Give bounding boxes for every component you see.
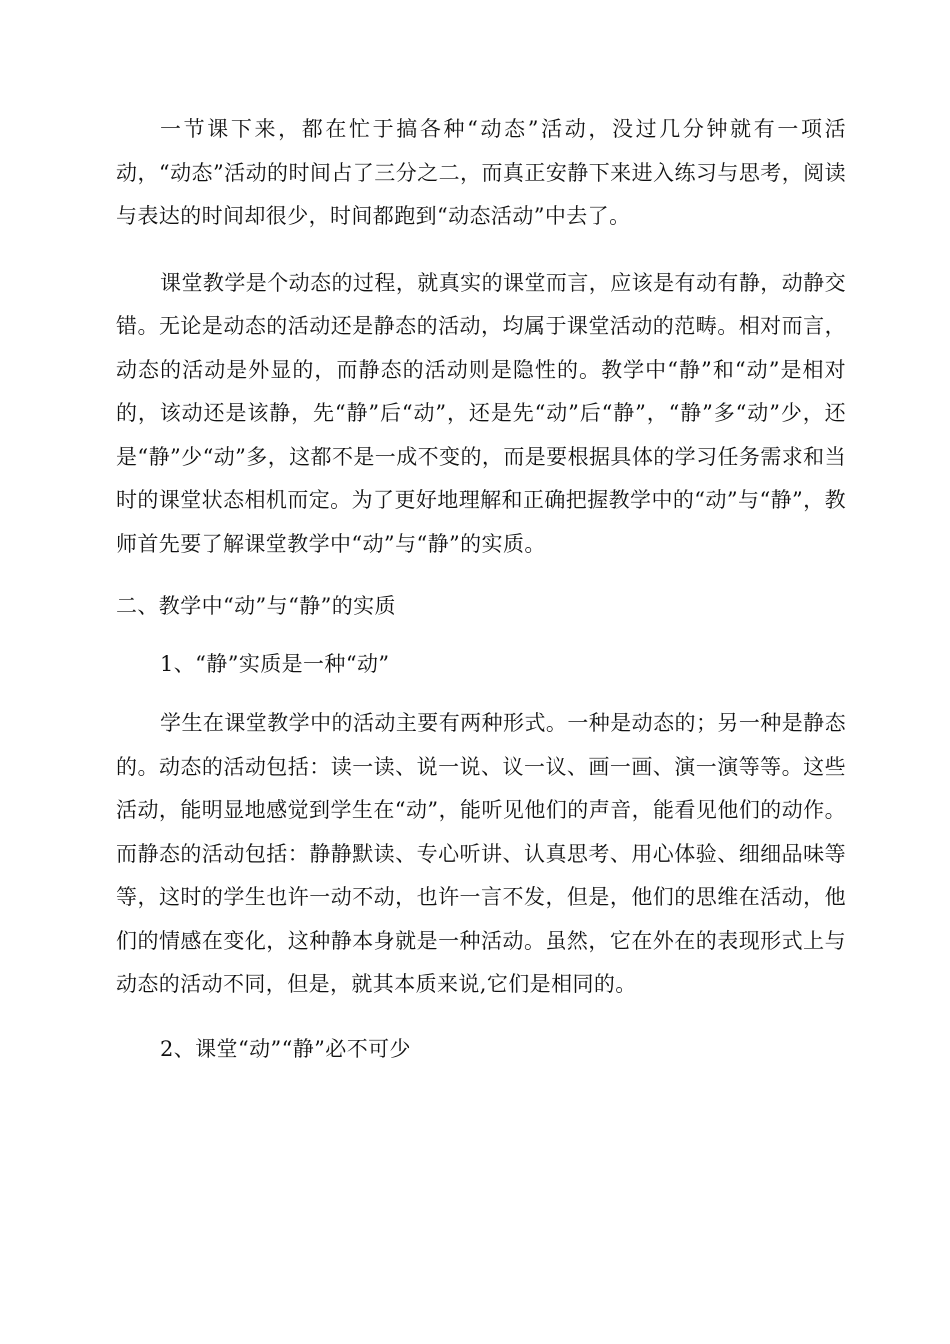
paragraph-3: 学生在课堂教学中的活动主要有两种形式。一种是动态的；另一种是静态的。动态的活动包括：读一读、说一说、议一议、画一画、演一演等等。这些活动，能明显地感觉到学生在“动”，能听见他们的声音，能看见他们的动作。而静态的活动包括：静静默读、专心听讲、认真思考、用心体验、细细品味等等，这时的学生也许一动不动，也许一言不发，但是，他们的思维在活动，他们的情感在变化，这种静本身就是一种活动。虽然，它在外在的表现形式上与动态的活动不同，但是，就其本质来说,它们是相同的。 <box>116 711 846 996</box>
paragraph-1: 一节课下来，都在忙于搞各种“动态”活动，没过几分钟就有一项活动，“动态”活动的时间占了三分之二，而真正安静下来进入练习与思考，阅读与表达的时间却很少，时间都跑到“动态活动”中去了。 <box>116 117 846 228</box>
paragraph-2: 课堂教学是个动态的过程，就真实的课堂而言，应该是有动有静，动静交错。无论是动态的活动还是静态的活动，均属于课堂活动的范畴。相对而言，动态的活动是外显的，而静态的活动则是隐性的。教学中“静”和“动”是相对的，该动还是该静，先“静”后“动”，还是先“动”后“静”，“静”多“动”少，还是“静”少“动”多，这都不是一成不变的，而是要根据具体的学习任务需求和当时的课堂状态相机而定。为了更好地理解和正确把握教学中的“动”与“静”，教师首先要了解课堂教学中“动”与“静”的实质。 <box>116 270 846 556</box>
section-heading: 二、教学中“动”与“静”的实质 <box>116 594 396 618</box>
subheading-1: 1、“静”实质是一种“动” <box>160 651 390 676</box>
subheading-2: 2、课堂“动”“静”必不可少 <box>160 1036 411 1061</box>
document-page <box>116 108 846 1071</box>
